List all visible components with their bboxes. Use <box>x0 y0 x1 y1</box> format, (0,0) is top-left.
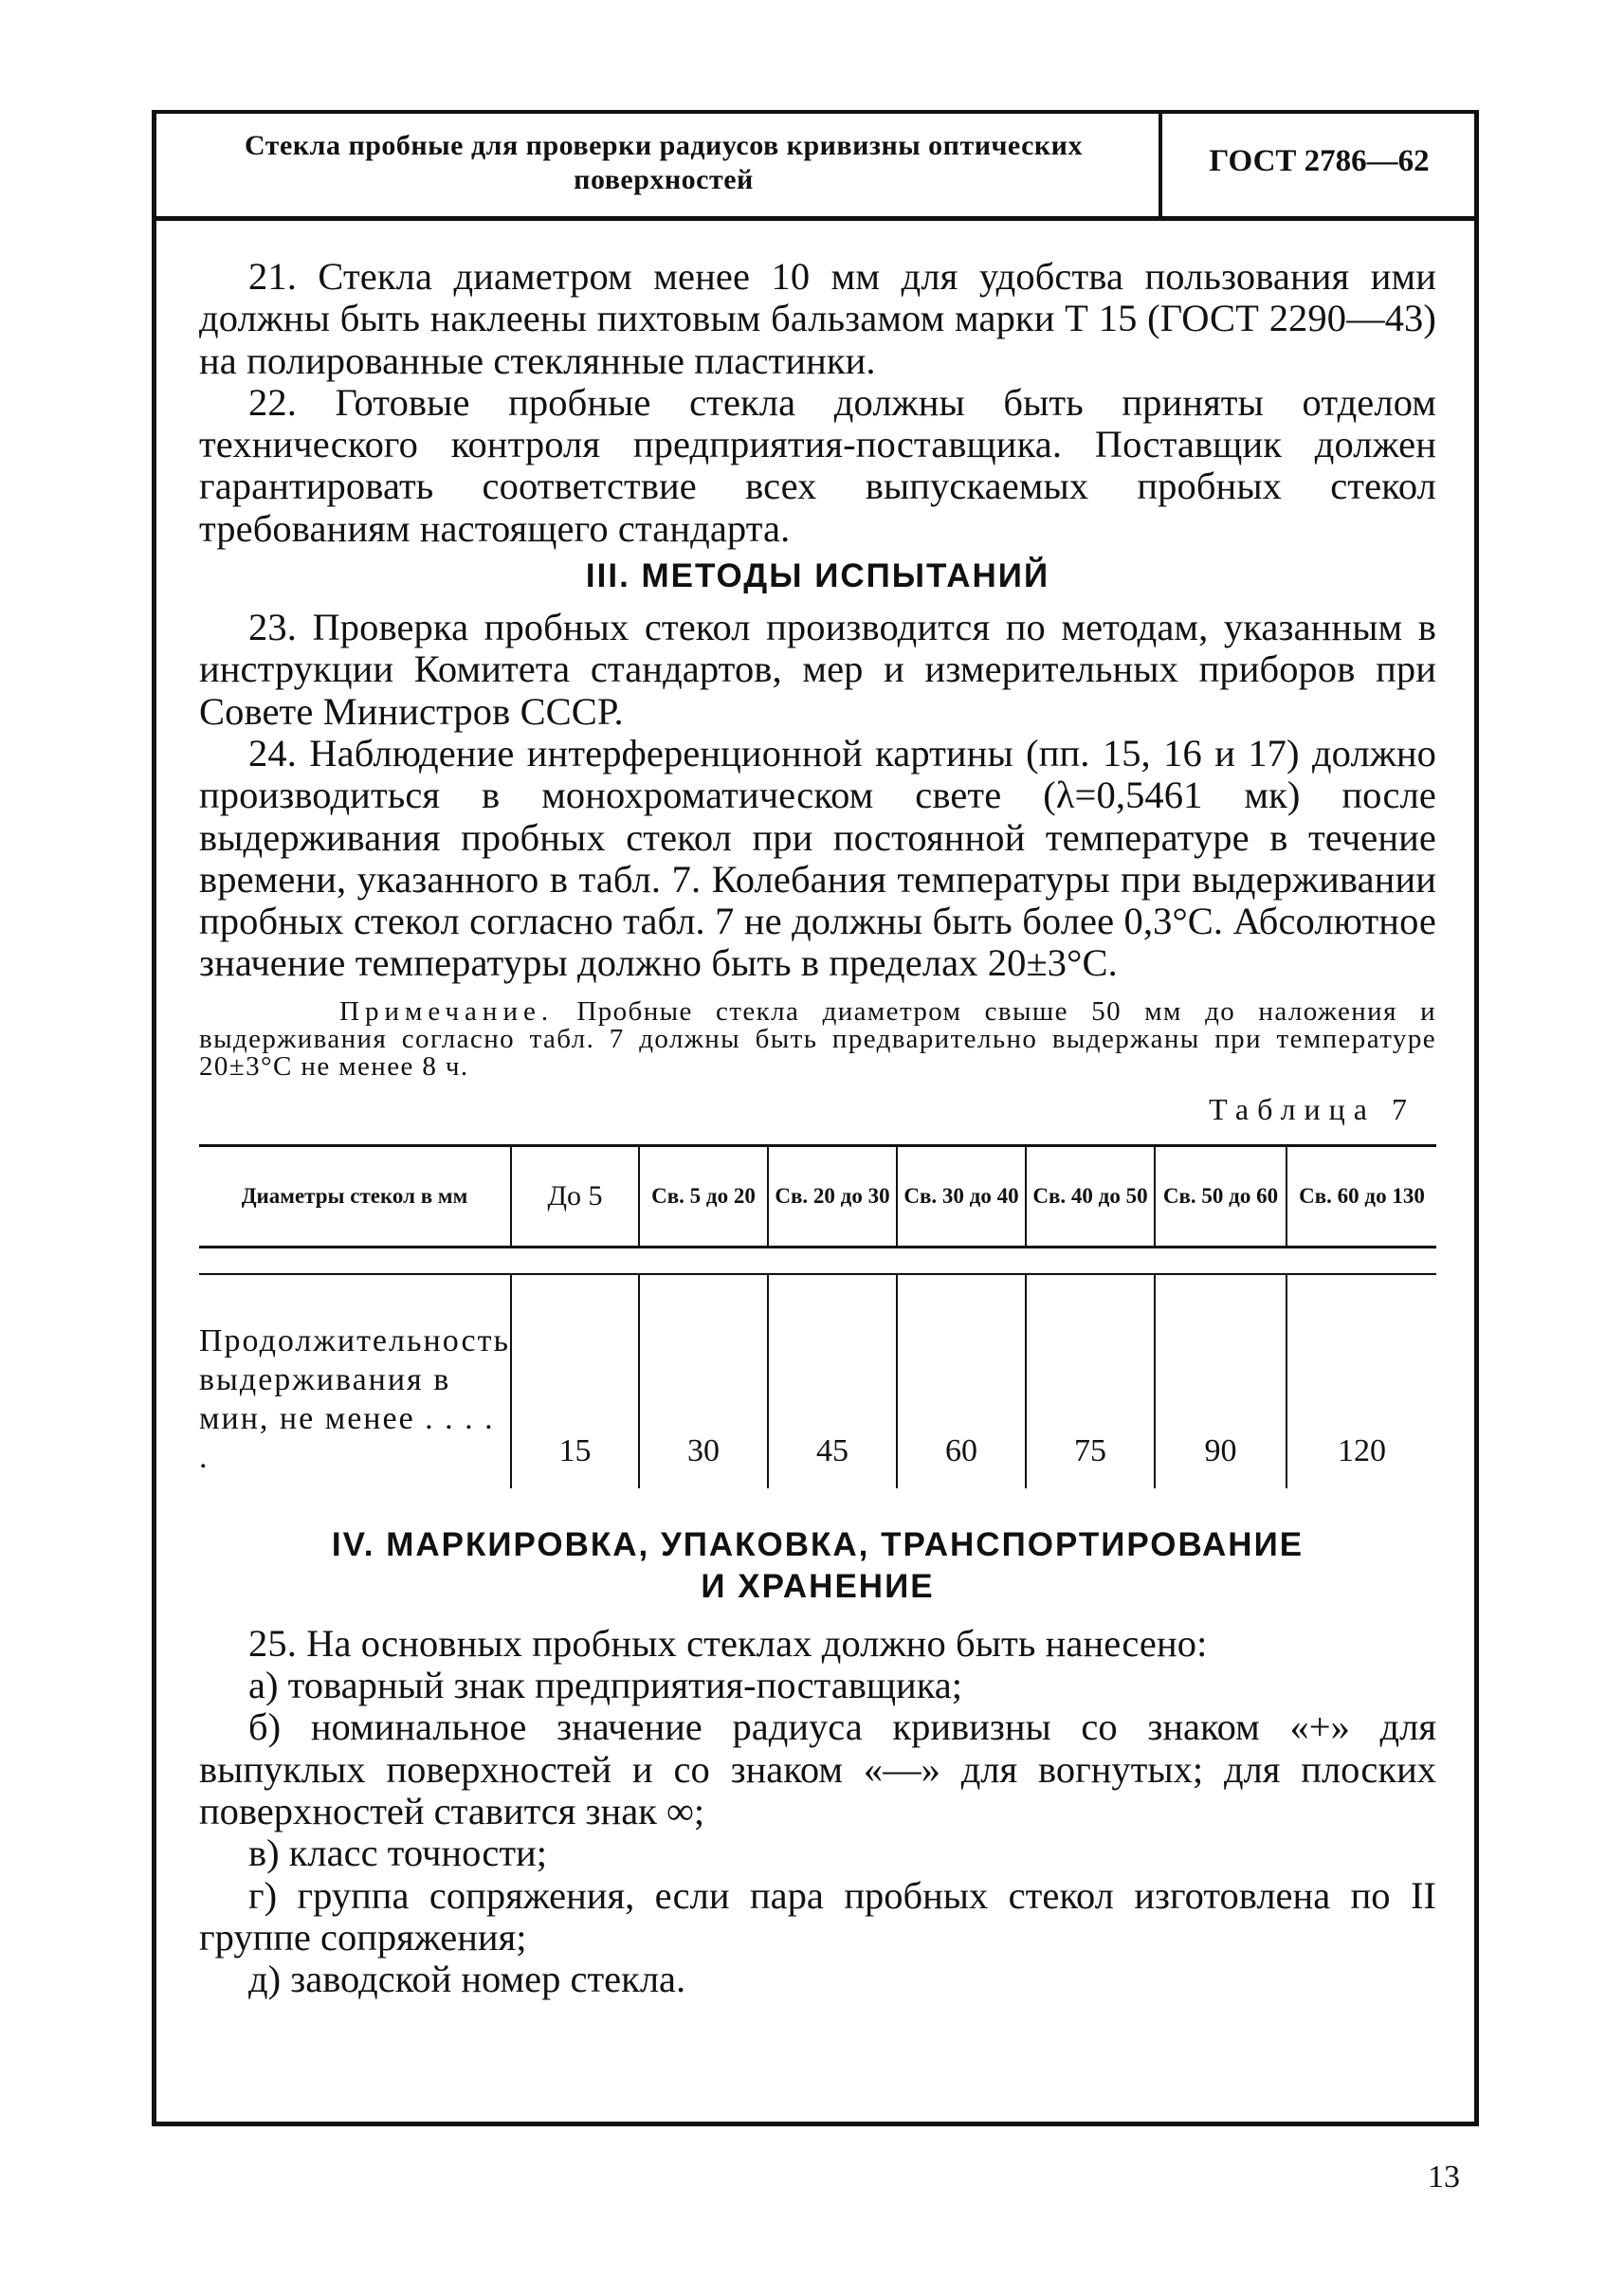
section-4-heading-line2: И ХРАНЕНИЕ <box>701 1567 935 1605</box>
note-text: Пробные стекла диаметром свыше 50 мм до наложения и выдерживания согласно табл. 7 должны быть предварительно выдержаны при температуре 20±3°С не менее 8 ч. <box>199 995 1437 1082</box>
list-item-g: г) группа сопряжения, если пара пробных стекол изготовлена по II группе сопряжения; <box>199 1873 1436 1959</box>
table-cell: 75 <box>1026 1274 1155 1488</box>
frame-right-rule <box>1474 112 1479 2123</box>
paragraph-22: 22. Готовые пробные стекла должны быть приняты отделом технического контроля предприятия-поставщика. Поставщик должен гарантировать соответствие всех выпускаемых пробных стекол требованиям настоящего стандарта. <box>199 380 1436 550</box>
page-number: 13 <box>1428 2159 1460 2195</box>
list-item-v: в) класс точности; <box>248 1831 547 1875</box>
list-item-d: д) заводской номер стекла. <box>248 1958 686 2001</box>
table-header-row <box>199 1145 1436 1247</box>
table-cell: 15 <box>511 1274 639 1488</box>
list-item-b: б) номинальное значение радиуса кривизны со знаком «+» для выпуклых поверхностей и со знаком «—» для вогнутых; для плоских поверхностей ставится знак ∞; <box>199 1705 1436 1832</box>
standard-code: ГОСТ 2786—62 <box>1209 144 1430 178</box>
list-item-a: а) товарный знак предприятия-поставщика; <box>248 1664 962 1707</box>
table-header-cell: Св. 5 до 20 <box>639 1145 768 1247</box>
table-7 <box>199 1144 1436 1488</box>
header-bottom-rule <box>152 216 1479 221</box>
note <box>199 995 1437 1082</box>
table-cell: 30 <box>639 1274 768 1488</box>
table-header-cell: Св. 30 до 40 <box>897 1145 1026 1247</box>
table-cell: 90 <box>1155 1274 1286 1488</box>
table-cell: 120 <box>1286 1274 1436 1488</box>
table-header-cell: Св. 40 до 50 <box>1026 1145 1155 1247</box>
section-3-heading: III. МЕТОДЫ ИСПЫТАНИЙ <box>585 557 1050 595</box>
paragraph-25: 25. На основных пробных стеклах должно быть нанесено: <box>248 1621 1208 1665</box>
paragraph-24: 24. Наблюдение интерференционной картины (пп. 15, 16 и 17) должно производиться в монохроматическом свете (λ=0,5461 мк) после выдерживания пробных стекол при постоянной температуре в течение времени, указанного в табл. 7. Колебания температуры при выдерживании пробных стекол согласно табл. 7 не должны быть более 0,3°С. Абсолютное значение температуры должно быть в пределах 20±3°С. <box>199 731 1436 985</box>
note-label: Примечание. <box>339 995 555 1027</box>
page-content <box>199 256 1436 2000</box>
table-header-cell: До 5 <box>511 1145 639 1247</box>
section-4-heading <box>199 1524 1436 1608</box>
footer-rule <box>152 2122 1479 2126</box>
table-row <box>199 1274 1436 1488</box>
header-top-rule <box>152 110 1479 114</box>
table-header-cell: Св. 50 до 60 <box>1155 1145 1286 1247</box>
table-cell: 45 <box>768 1274 897 1488</box>
standard-title: Стекла пробные для проверки радиусов кривизны оптических поверхностей <box>245 130 1083 195</box>
header-divider <box>1159 114 1162 216</box>
table-header-cell: Св. 20 до 30 <box>768 1145 897 1247</box>
table-header-cell: Диаметры стекол в мм <box>199 1145 511 1247</box>
table-header-cell: Св. 60 до 130 <box>1286 1145 1436 1247</box>
section-4-heading-line1: IV. МАРКИРОВКА, УПАКОВКА, ТРАНСПОРТИРОВАНИЕ <box>331 1525 1305 1563</box>
table-caption: Таблица 7 <box>1209 1091 1415 1126</box>
table-cell: 60 <box>897 1274 1026 1488</box>
table-row-label: Продолжительность выдерживания в мин, не менее . . . . . <box>199 1322 510 1475</box>
paragraph-21: 21. Стекла диаметром менее 10 мм для удобства пользования ими должны быть наклеены пихтовым бальзамом марки Т 15 (ГОСТ 2290—43) на полированные стеклянные пластинки. <box>199 255 1436 382</box>
paragraph-23: 23. Проверка пробных стекол производится по методам, указанным в инструкции Комитета стандартов, мер и измерительных приборов при Совете Министров СССР. <box>199 606 1436 733</box>
table-separator <box>199 1247 1436 1274</box>
frame-left-rule <box>152 112 156 2123</box>
